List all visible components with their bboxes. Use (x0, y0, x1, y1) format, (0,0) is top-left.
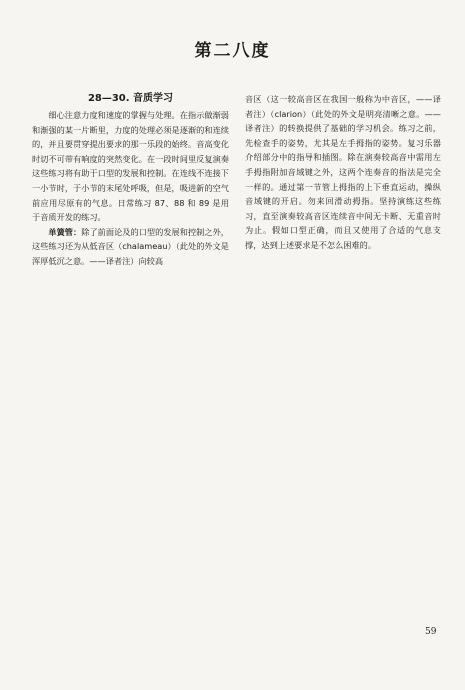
page-title: 第二八度 (194, 41, 271, 61)
left-column (32, 92, 229, 269)
left-paragraph-1: 细心注意力度和速度的掌握与处理。在指示做渐弱和渐强的某一片断里，力度的处理必须是逐渐的和连续的，并且要贯穿提出要求的那一乐段的始终。音高变化时切不可带有响度的突然变化。在一段时间里反复演奏这些练习将有助于口型的发展和控制。在连线不连接下一小节时，于小节的末尾处呼吸，但是，吸进新的空气前应用尽原有的气息。日常练习 87、88 和 89 是用于音质开发的练习。 (32, 110, 229, 223)
left-paragraph-2 (32, 225, 229, 269)
left-paragraph-2-text: 除了前面论及的口型的发展和控制之外，这些练习还为从低音区（chalameau）（此处的外文是浑厚低沉之意。——译者注）向较高 (32, 226, 229, 266)
right-paragraph-1: 音区（这一较高音区在我国一般称为中音区，——译者注）（clarion）（此处的外文是明亮清晰之意。——译者注）的转换提供了基础的学习机会。练习之前，先检查手的姿势，尤其是左手拇指的姿势。复习乐器介绍部分中的指导和插图。除在演奏较高音中需用左手拇指附加音域键之外，这两个连奏音的指法是完全一样的。通过第一节管上拇指的上下垂直运动，操纵音域键的开启。勿来回滑动拇指。坚持演练这些练习，直至演奏较高音区连续音中间无卡断、无重音时为止。假如口型正确，而且又使用了合适的气息支撑，达到上述要求是不怎么困难的。 (245, 94, 441, 250)
section-subtitle: 28—30. 音质学习 (87, 93, 174, 104)
right-column (245, 92, 441, 253)
clarinet-label: 单簧管： (48, 226, 82, 237)
page-number: 59 (425, 627, 437, 637)
